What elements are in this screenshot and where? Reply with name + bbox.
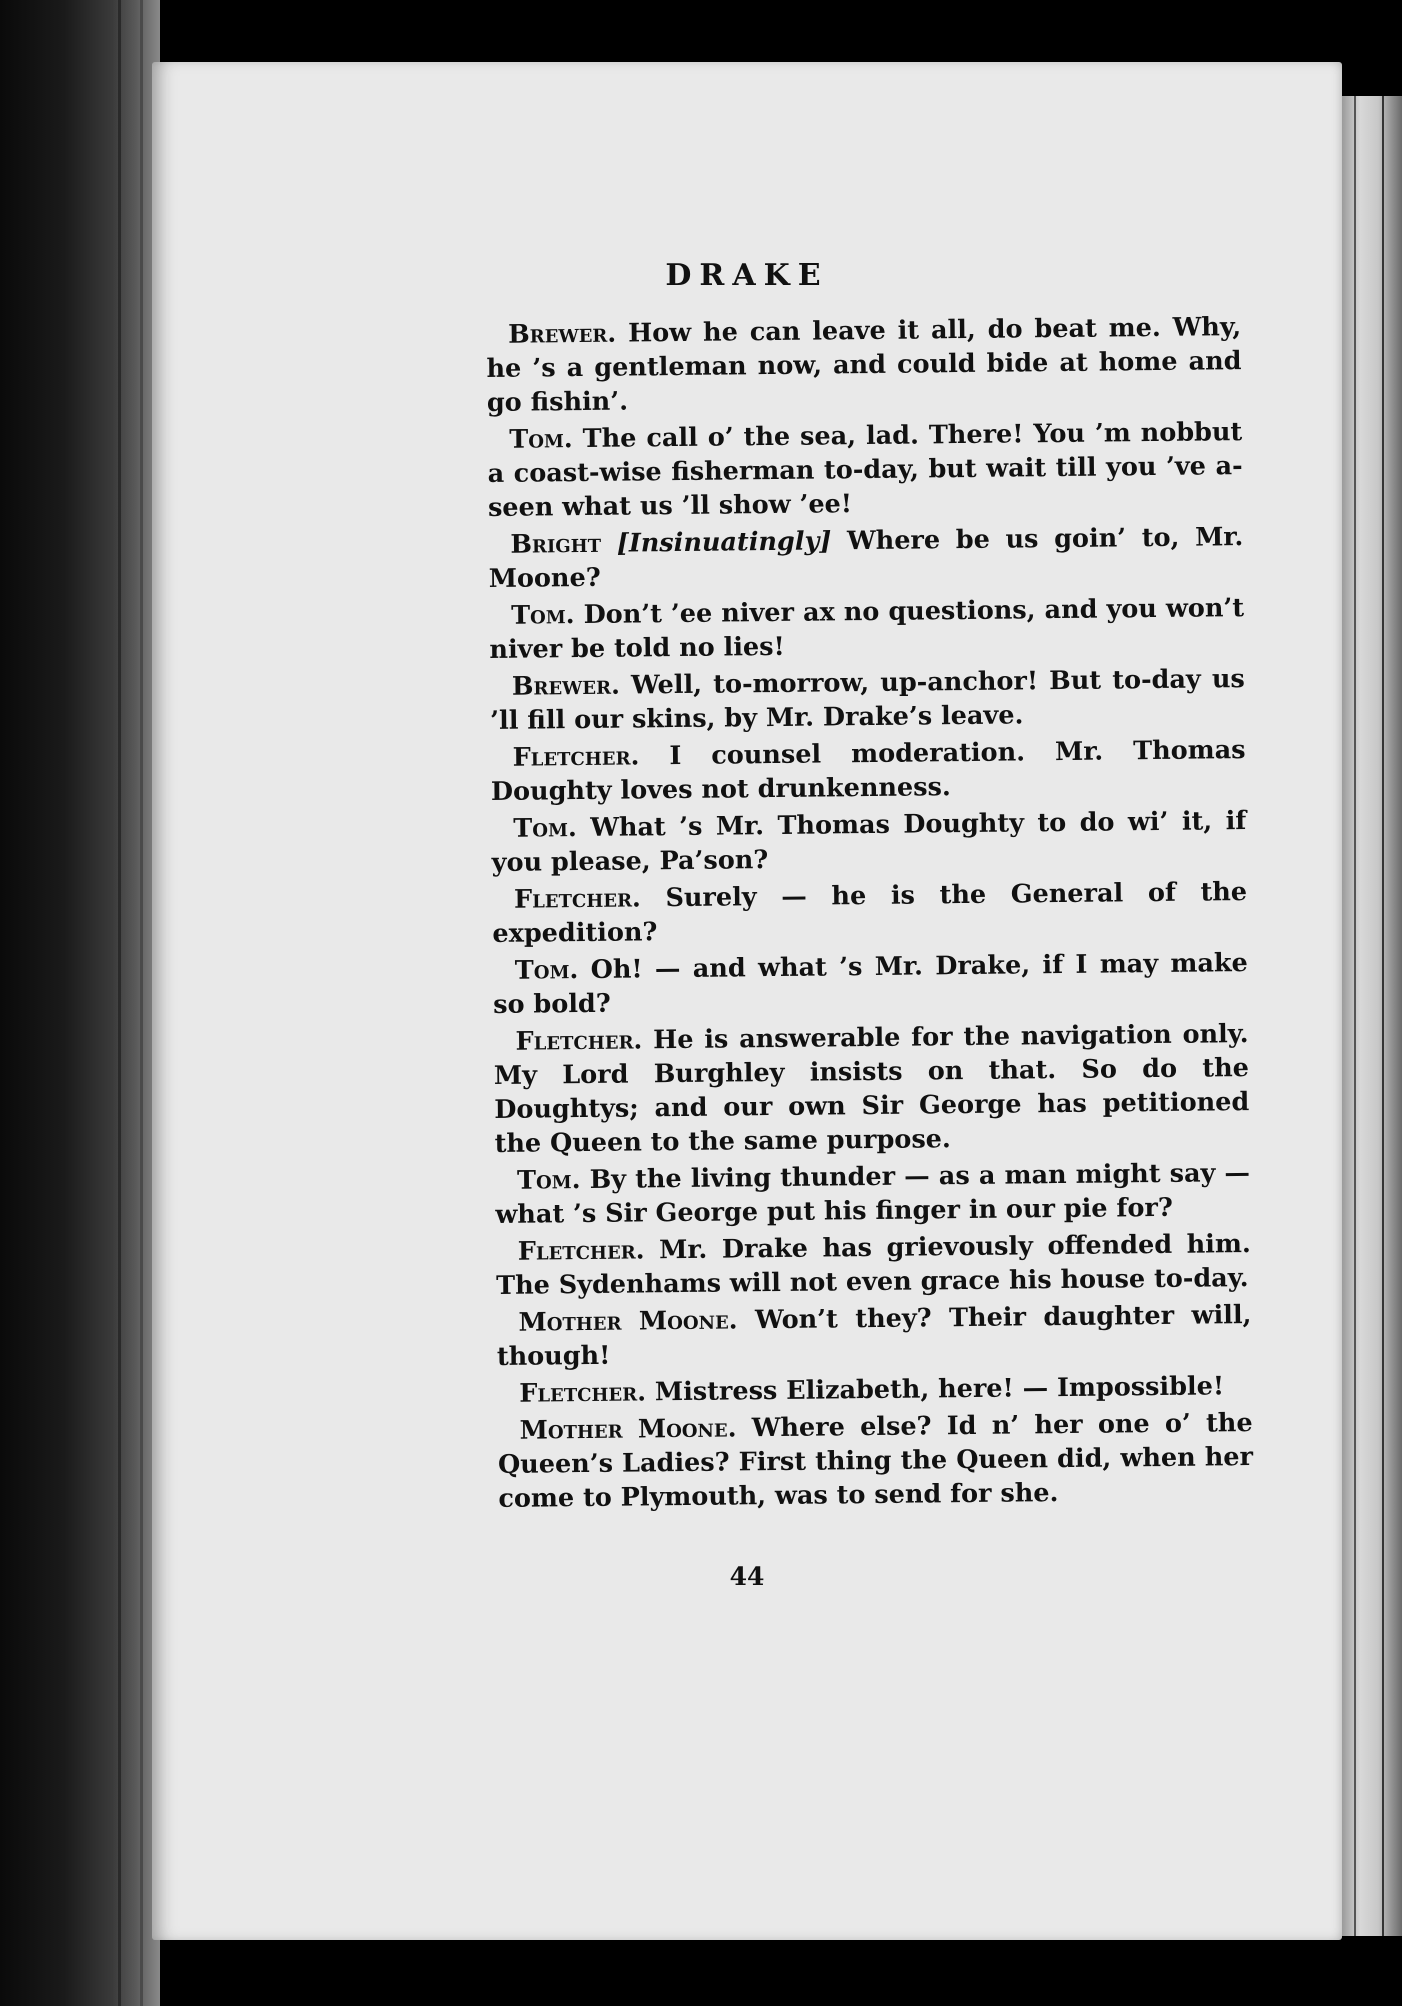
- speaker-name: Fletcher.: [513, 883, 642, 915]
- speech-paragraph: [497, 1369, 1252, 1411]
- speaker-name: Brewer.: [511, 670, 621, 702]
- binding-edge-line: [140, 0, 143, 2006]
- speech-text: What ’s Mr. Thomas Doughty to do wi’ it, if you please, Pa’son?: [491, 806, 1247, 878]
- speech-text: Mistress Elizabeth, here! — Impossible!: [654, 1371, 1225, 1408]
- speech-paragraph: [493, 1017, 1249, 1161]
- running-header: DRAKE: [665, 258, 829, 293]
- speech-text: Won’t they? Their daughter will, though!: [496, 1300, 1252, 1372]
- speech-paragraph: [495, 1156, 1251, 1232]
- stage-direction: [Insinuatingly]: [616, 526, 832, 559]
- speech-paragraph: [492, 875, 1248, 951]
- speech-paragraph: [488, 520, 1244, 596]
- page-stack-right-edge: [1342, 96, 1402, 1936]
- speaker-name: Fletcher.: [512, 741, 640, 773]
- speaker-name: Brewer.: [508, 318, 617, 350]
- speaker-name: Tom.: [516, 1165, 581, 1196]
- speech-text: Where be us goin’ to, Mr. Moone?: [488, 522, 1244, 594]
- speech-paragraph: [490, 733, 1246, 809]
- speech-text: Oh! — and what ’s Mr. Drake, if I may make so bold?: [493, 948, 1248, 1020]
- speech-paragraph: [491, 804, 1247, 880]
- speech-text: I counsel moderation. Mr. Thomas Doughty loves not drunkenness.: [490, 735, 1246, 807]
- speaker-name: Bright: [510, 528, 602, 560]
- speech-text: Well, to-morrow, up-anchor! But to-day us ’ll fill our skins, by Mr. Drake’s leave.: [490, 664, 1245, 736]
- book-page: [152, 62, 1342, 1940]
- speech-paragraph: [496, 1298, 1252, 1374]
- speech-paragraph: [486, 310, 1242, 420]
- speech-paragraph: [487, 415, 1243, 525]
- speech-text: Don’t ’ee niver ax no questions, and you won’t niver be told no lies!: [489, 593, 1245, 665]
- speech-text: The call o’ the sea, lad. There! You ’m nobbut a coast-wise fisherman to-day, but wait till you ’ve a-seen what us ’ll show ’ee!: [487, 417, 1243, 523]
- speech-text: Surely — he is the General of the expedition?: [492, 877, 1248, 949]
- binding-edge-line: [118, 0, 121, 2006]
- speech-paragraph: [489, 591, 1245, 667]
- speech-text: Mr. Drake has grievously offended him. The Sydenhams will not even grace his house to-day.: [495, 1229, 1251, 1301]
- speech-paragraph: [490, 662, 1246, 738]
- speaker-name: Mother Moone.: [519, 1413, 737, 1446]
- speech-text: How he can leave it all, do beat me. Why, he ’s a gentleman now, and could bide at home and go fishin’.: [486, 312, 1242, 418]
- speaker-name: Fletcher.: [515, 1025, 643, 1057]
- speech-text: He is answerable for the navigation only. My Lord Burghley insists on that. So do the Doughtys; and our own Sir George has petitioned the Queen to the same purpose.: [493, 1019, 1250, 1159]
- speaker-name: Tom.: [509, 424, 573, 455]
- speaker-name: Fletcher.: [517, 1235, 645, 1267]
- page-edge-line: [1382, 96, 1384, 1936]
- speaker-name: Tom.: [514, 955, 579, 986]
- book-binding-left: [0, 0, 160, 2006]
- speaker-name: Fletcher.: [519, 1377, 647, 1409]
- speech-text: Where else? Id n’ her one o’ the Queen’s Ladies? First thing the Queen did, when her come to Plymouth, was to send for she.: [497, 1408, 1254, 1514]
- page-number: 44: [729, 1562, 765, 1591]
- speaker-name: Tom.: [513, 813, 577, 844]
- speech-paragraph: [496, 1227, 1252, 1303]
- speech-paragraph: [497, 1406, 1253, 1516]
- speaker-name: Mother Moone.: [518, 1305, 738, 1338]
- page-edge-line: [1354, 96, 1356, 1936]
- speaker-name: Tom.: [510, 600, 575, 631]
- play-text-body: [486, 310, 1254, 1519]
- speech-paragraph: [493, 946, 1249, 1022]
- speech-text: By the living thunder — as a man might say — what ’s Sir George put his finger in our pie for?: [495, 1158, 1251, 1230]
